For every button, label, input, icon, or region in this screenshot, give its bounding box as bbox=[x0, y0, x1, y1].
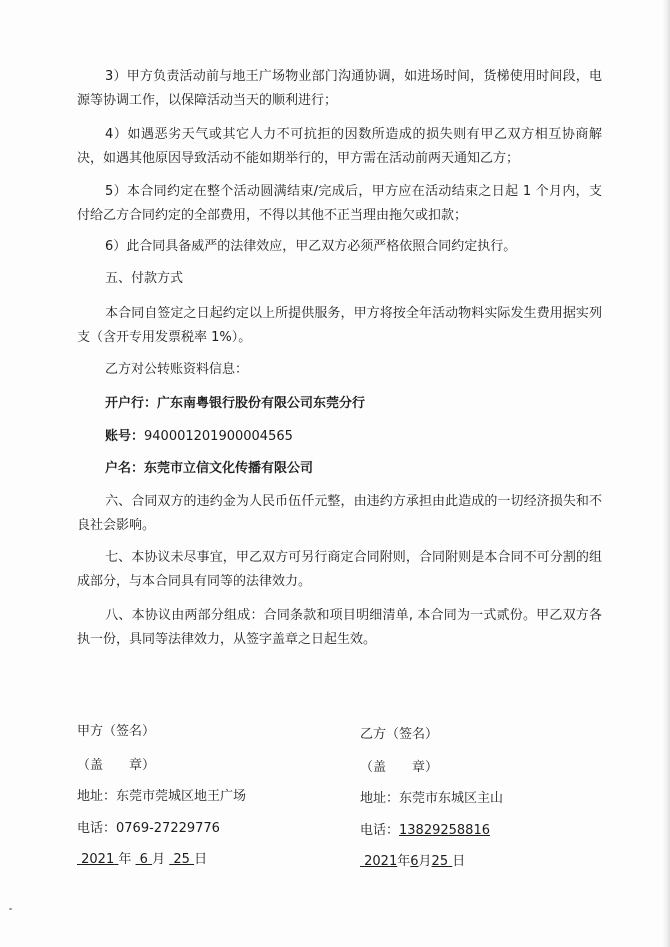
clause-6 bbox=[77, 235, 602, 259]
clause-5-text: 5）本合同约定在整个活动圆满结束/完成后，甲方应在活动结束之日起 1 个月内，支付给乙方合同约定的全部费用，不得以其他不正当理由拖欠或扣款； bbox=[77, 184, 602, 223]
party-b-phone-value: 13829258816 bbox=[399, 823, 490, 838]
account-holder-line bbox=[77, 457, 602, 481]
bank-intro bbox=[77, 358, 602, 382]
scan-edge-shadow bbox=[662, 0, 670, 947]
section-6-text: 六、合同双方的违约金为人民币伍仟元整，由违约方承担由此造成的一切经济损失和不良社会影响。 bbox=[77, 494, 602, 533]
party-a-date-year: 2021 bbox=[81, 852, 115, 867]
bank-name-label: 开户行： bbox=[105, 396, 158, 411]
party-b-date-month: 6 bbox=[410, 854, 419, 869]
bank-name-value: 广东南粤银行股份有限公司东莞分行 bbox=[157, 396, 366, 411]
account-value: 940001201900004565 bbox=[144, 429, 293, 444]
party-a-phone: 电话：0769-27229776 bbox=[77, 821, 220, 836]
clause-6-text: 6）此合同具备威严的法律效应，甲乙双方必须严格依照合同约定执行。 bbox=[105, 239, 517, 254]
section-7-text: 七、本协议未尽事宜，甲乙双方可另行商定合同附则，合同附则是本合同不可分割的组成部分，与本合同具有同等的法律效力。 bbox=[77, 550, 602, 589]
party-b-phone-label: 电话： bbox=[360, 823, 400, 838]
section-5-heading bbox=[77, 267, 602, 291]
section-5-text bbox=[77, 302, 602, 350]
party-b-phone bbox=[360, 821, 490, 841]
party-b-sign: 乙方（签名） bbox=[360, 727, 439, 742]
section-5-body: 本合同自签定之日起约定以上所提供服务，甲方将按全年活动物料实际发生费用据实列支（含开专用发票税率 1%）。 bbox=[77, 306, 602, 345]
account-line bbox=[77, 425, 602, 449]
clause-5 bbox=[77, 180, 602, 228]
party-b-day-char: 日 bbox=[452, 854, 466, 869]
section-8 bbox=[77, 604, 602, 652]
party-a-address: 地址：东莞市莞城区地王广场 bbox=[77, 789, 247, 804]
clause-3 bbox=[77, 65, 602, 113]
party-a-year-char: 年 bbox=[118, 852, 132, 867]
party-a-date-day: 25 bbox=[173, 852, 190, 867]
clause-3-text: 3）甲方负责活动前与地王广场物业部门沟通协调，如进场时间，货梯使用时间段，电源等协调工作，以保障活动当天的顺利进行； bbox=[77, 69, 602, 108]
section-6 bbox=[77, 490, 602, 538]
party-a-day-char: 日 bbox=[194, 852, 208, 867]
party-b-month-char: 月 bbox=[418, 854, 432, 869]
account-holder-label: 户名： bbox=[105, 461, 145, 476]
party-b-date bbox=[360, 852, 465, 872]
party-b-seal: （盖 章） bbox=[360, 760, 439, 775]
party-b-address: 地址：东莞市东城区主山 bbox=[360, 791, 504, 806]
party-b-date-year: 2021 bbox=[364, 854, 398, 869]
section-5-heading-text: 五、付款方式 bbox=[105, 271, 184, 286]
bank-name-line bbox=[77, 392, 602, 416]
section-8-text: 八、本协议由两部分组成：合同条款和项目明细清单, 本合同为一式贰份。甲乙双方各执一份，具同等法律效力，从签字盖章之日起生效。 bbox=[77, 608, 602, 647]
party-a-sign: 甲方（签名） bbox=[77, 724, 156, 739]
party-b-year-char: 年 bbox=[397, 854, 411, 869]
party-b-date-day: 25 bbox=[431, 854, 449, 869]
bank-intro-text: 乙方对公转账资料信息： bbox=[105, 362, 249, 377]
party-a-date bbox=[77, 850, 207, 870]
party-a-seal: （盖 章） bbox=[77, 758, 156, 773]
party-a-date-month: 6 bbox=[139, 852, 148, 867]
section-7 bbox=[77, 546, 602, 594]
clause-4-text: 4）如遇恶劣天气或其它人力不可抗拒的因数所造成的损失则有甲乙双方相互协商解决，如遇其他原因导致活动不能如期举行的，甲方需在活动前两天通知乙方； bbox=[77, 127, 602, 166]
clause-4 bbox=[77, 123, 602, 171]
party-a-month-char: 月 bbox=[152, 852, 166, 867]
account-label: 账号： bbox=[105, 429, 145, 444]
account-holder-value: 东莞市立信文化传播有限公司 bbox=[144, 461, 314, 476]
scan-speck bbox=[9, 908, 12, 910]
